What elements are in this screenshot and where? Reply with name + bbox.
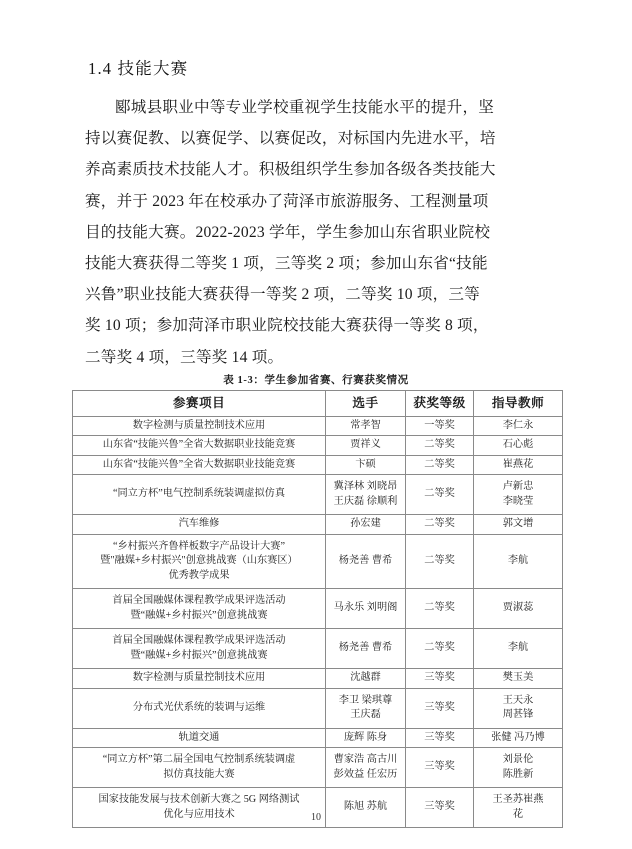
cell-line: 暨“融媒+乡村振兴”创意挑战赛 bbox=[130, 609, 268, 621]
table-cell-player bbox=[326, 475, 406, 515]
table-header-row bbox=[73, 391, 563, 417]
table-cell-project bbox=[73, 515, 326, 535]
cell-line: 李航 bbox=[507, 555, 529, 566]
cell-line: 二等奖 bbox=[424, 642, 455, 654]
cell-line: 李晓莹 bbox=[502, 495, 534, 507]
table-cell-grade bbox=[406, 455, 474, 475]
cell-line: 分布式光伏系统的装调与运维 bbox=[132, 701, 266, 713]
cell-line: 卞硕 bbox=[355, 458, 376, 470]
cell-line: 陈旭 苏航 bbox=[343, 801, 388, 813]
table-cell-grade bbox=[406, 416, 474, 436]
cell-line: 国家技能发展与技术创新大赛之 5G 网络测试 bbox=[98, 794, 300, 805]
table-cell-player bbox=[326, 416, 406, 436]
table-header bbox=[73, 391, 563, 417]
cell-line: 曹家浩 高古川 bbox=[333, 754, 398, 765]
table-row bbox=[73, 728, 563, 748]
cell-line: 花 bbox=[512, 808, 524, 820]
cell-line: 马永乐 刘明阁 bbox=[333, 602, 398, 614]
table-cell-grade bbox=[406, 534, 474, 589]
body-paragraph bbox=[85, 92, 547, 373]
cell-line: 首届全国融媒体课程教学成果评选活动 bbox=[112, 635, 286, 646]
paragraph-line: 目的技能大赛。2022-2023 学年，学生参加山东省职业院校 bbox=[85, 223, 491, 241]
cell-line: 贾祥义 bbox=[350, 439, 381, 450]
table-cell-project bbox=[73, 589, 326, 629]
table-cell-player bbox=[326, 669, 406, 689]
cell-line: 二等奖 bbox=[424, 439, 455, 450]
table-cell-teacher bbox=[474, 629, 563, 669]
table-cell-player bbox=[326, 534, 406, 589]
cell-line: 冀泽林 刘晓昂 bbox=[333, 481, 398, 492]
column-header-teacher: 指导教师 bbox=[474, 391, 563, 417]
cell-line: 数字检测与质量控制技术应用 bbox=[132, 419, 266, 431]
table-row bbox=[73, 669, 563, 689]
table-cell-player bbox=[326, 515, 406, 535]
table-body bbox=[73, 416, 563, 828]
cell-line: 暨“融媒+乡村振兴”创意挑战赛 bbox=[130, 649, 268, 661]
column-header-project: 参赛项目 bbox=[73, 391, 326, 417]
table-cell-player bbox=[326, 748, 406, 788]
cell-line: 刘景伦 bbox=[502, 754, 534, 765]
table-cell-teacher bbox=[474, 728, 563, 748]
table-row bbox=[73, 629, 563, 669]
table-cell-project bbox=[73, 728, 326, 748]
paragraph-line: 二等奖 4 项，三等奖 14 项。 bbox=[85, 348, 284, 366]
table-cell-project bbox=[73, 475, 326, 515]
cell-line: 暨"融媒+乡村振兴"创意挑战赛（山东赛区） bbox=[100, 555, 298, 566]
table-cell-teacher bbox=[474, 688, 563, 728]
cell-line: 郭文增 bbox=[502, 518, 534, 529]
cell-line: 陈胜新 bbox=[502, 768, 534, 780]
paragraph-line: 技能大赛获得二等奖 1 项，三等奖 2 项；参加山东省“技能 bbox=[85, 255, 488, 273]
cell-line: 三等奖 bbox=[424, 731, 455, 743]
cell-line: “同立方杯”电气控制系统装调虚拟仿真 bbox=[112, 488, 286, 500]
cell-line: 首届全国融媒体课程教学成果评选活动 bbox=[112, 595, 286, 606]
table-row bbox=[73, 416, 563, 436]
page-number: 10 bbox=[311, 812, 321, 823]
table-cell-project bbox=[73, 455, 326, 475]
cell-line: 樊玉美 bbox=[502, 672, 534, 683]
table-cell-grade bbox=[406, 688, 474, 728]
cell-line: 王圣苏崔燕 bbox=[492, 794, 544, 805]
table-cell-project bbox=[73, 534, 326, 589]
table-cell-grade bbox=[406, 436, 474, 456]
cell-line: 二等奖 bbox=[424, 518, 455, 529]
table-cell-grade bbox=[406, 475, 474, 515]
paragraph-line: 奖 10 项；参加菏泽市职业院校技能大赛获得一等奖 8 项， bbox=[85, 317, 489, 335]
table-cell-teacher bbox=[474, 515, 563, 535]
column-header-player: 选手 bbox=[326, 391, 406, 417]
cell-line: 王庆磊 bbox=[350, 709, 381, 720]
cell-line: 优化与应用技术 bbox=[163, 808, 235, 820]
table-cell-project bbox=[73, 436, 326, 456]
table-cell-project bbox=[73, 416, 326, 436]
table-cell-project bbox=[73, 669, 326, 689]
cell-line: 拟仿真技能大赛 bbox=[163, 768, 235, 780]
cell-line: 优秀教学成果 bbox=[168, 569, 230, 581]
table-cell-player bbox=[326, 629, 406, 669]
table-cell-player bbox=[326, 455, 406, 475]
table-cell-grade bbox=[406, 515, 474, 535]
table-cell-teacher bbox=[474, 455, 563, 475]
cell-line: 李仁永 bbox=[502, 419, 534, 431]
table-cell-project bbox=[73, 688, 326, 728]
cell-line: 一等奖 bbox=[424, 419, 455, 431]
table-row bbox=[73, 534, 563, 589]
cell-line: 李卫 梁琪尊 bbox=[338, 694, 393, 706]
table-cell-project bbox=[73, 748, 326, 788]
cell-line: 李航 bbox=[507, 642, 529, 654]
table-cell-project bbox=[73, 629, 326, 669]
cell-line: 庞辉 陈身 bbox=[343, 731, 388, 743]
cell-line: 沈越群 bbox=[350, 672, 381, 683]
table-row bbox=[73, 589, 563, 629]
table-row bbox=[73, 455, 563, 475]
cell-line: 杨尧善 曹希 bbox=[338, 555, 393, 566]
table-row bbox=[73, 688, 563, 728]
cell-line: 崔燕花 bbox=[502, 458, 534, 470]
cell-line: 王天永 bbox=[502, 694, 534, 706]
cell-line: 汽车维修 bbox=[178, 518, 220, 529]
cell-line: 二等奖 bbox=[424, 555, 455, 566]
cell-line: 周甚锋 bbox=[502, 709, 534, 720]
cell-line: 王庆磊 徐顺利 bbox=[333, 495, 398, 507]
cell-line: 彭效益 任宏历 bbox=[333, 768, 398, 780]
cell-line: 孙宏建 bbox=[350, 518, 381, 529]
award-table bbox=[72, 390, 563, 828]
table-row bbox=[73, 436, 563, 456]
paragraph-line: 赛，并于 2023 年在校承办了菏泽市旅游服务、工程测量项 bbox=[85, 192, 489, 210]
cell-line: 二等奖 bbox=[424, 488, 455, 500]
cell-line: 杨尧善 曹希 bbox=[338, 642, 393, 654]
cell-line: 石心彪 bbox=[502, 439, 534, 450]
table-cell-teacher bbox=[474, 475, 563, 515]
cell-line: 三等奖 bbox=[424, 701, 455, 713]
cell-line: 山东省“技能兴鲁”全省大数据职业技能竞赛 bbox=[102, 458, 296, 470]
paragraph-line: 兴鲁”职业技能大赛获得一等奖 2 项，二等奖 10 项，三等 bbox=[85, 286, 480, 304]
table-cell-player bbox=[326, 688, 406, 728]
table-cell-teacher bbox=[474, 669, 563, 689]
paragraph-line: 养高素质技术技能人才。积极组织学生参加各级各类技能大 bbox=[85, 161, 496, 179]
cell-line: 数字检测与质量控制技术应用 bbox=[132, 672, 266, 683]
table-cell-grade bbox=[406, 629, 474, 669]
table-cell-teacher bbox=[474, 416, 563, 436]
paragraph-line: 持以赛促教、以赛促学、以赛促改，对标国内先进水平，培 bbox=[85, 130, 496, 148]
column-header-grade: 获奖等级 bbox=[406, 391, 474, 417]
cell-line: 三等奖 bbox=[424, 801, 455, 813]
cell-line: “乡村振兴齐鲁样板数字产品设计大赛” bbox=[112, 540, 286, 552]
cell-line: 三等奖 bbox=[424, 672, 455, 683]
cell-line: 山东省“技能兴鲁”全省大数据职业技能竞赛 bbox=[102, 439, 296, 450]
table-row bbox=[73, 748, 563, 788]
table-cell-player bbox=[326, 728, 406, 748]
table-cell-grade bbox=[406, 669, 474, 689]
table-cell-grade bbox=[406, 728, 474, 748]
table-row bbox=[73, 475, 563, 515]
cell-line: “同立方杯”第二届全国电气控制系统装调虚 bbox=[102, 754, 296, 765]
cell-line: 贾淑蕊 bbox=[502, 602, 534, 614]
section-heading: 1.4 技能大赛 bbox=[88, 59, 189, 78]
table-row bbox=[73, 515, 563, 535]
table-cell-teacher bbox=[474, 589, 563, 629]
table-cell-player bbox=[326, 589, 406, 629]
table-cell-grade bbox=[406, 748, 474, 788]
cell-line: 卢新忠 bbox=[502, 481, 534, 492]
cell-line: 三等奖 bbox=[424, 761, 455, 773]
cell-line: 二等奖 bbox=[424, 458, 455, 470]
table-cell-teacher bbox=[474, 534, 563, 589]
paragraph-line: 郾城县职业中等专业学校重视学生技能水平的提升，坚 bbox=[115, 99, 495, 116]
table-cell-player bbox=[326, 436, 406, 456]
table-cell-grade bbox=[406, 589, 474, 629]
table-cell-teacher bbox=[474, 748, 563, 788]
cell-line: 轨道交通 bbox=[178, 731, 220, 743]
cell-line: 常孝智 bbox=[350, 419, 381, 431]
cell-line: 张健 冯乃博 bbox=[491, 731, 545, 743]
table-caption: 表 1-3：学生参加省赛、行赛获奖情况 bbox=[223, 375, 409, 386]
cell-line: 二等奖 bbox=[424, 602, 455, 614]
table-cell-teacher bbox=[474, 436, 563, 456]
